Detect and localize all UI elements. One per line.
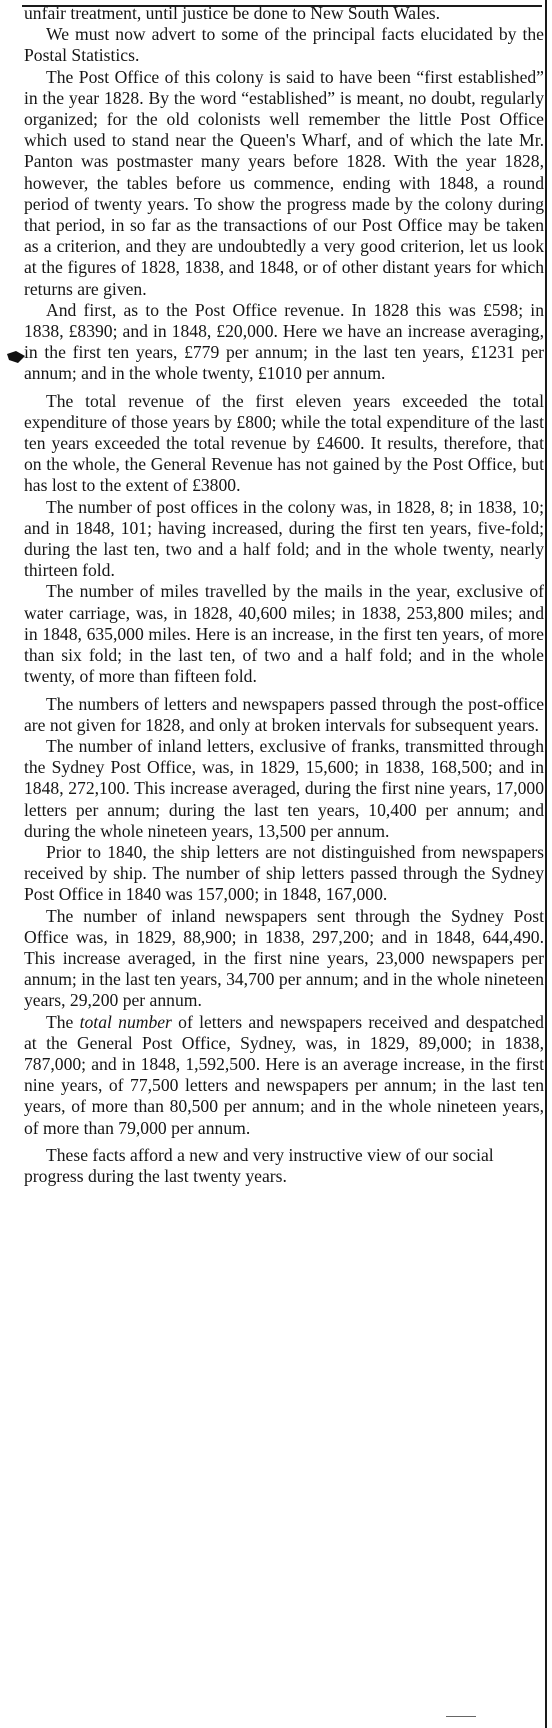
total-number-italic: total number bbox=[79, 1011, 172, 1032]
paragraph-total-number bbox=[24, 1012, 544, 1139]
paragraph-advert: We must now advert to some of the principal facts elucidated by the Postal Statistics. bbox=[24, 24, 544, 66]
paragraph-ship-letters: Prior to 1840, the ship letters are not distinguished from newspapers received by ship. The number of ship letters passed through the Sydney Post Office in 1840 was 157,000; in 1848, 167,000. bbox=[24, 841, 544, 905]
total-number-rest: of letters and newspapers received and despatched at the General Post Office, Sydney, was, in 1829, 89,000; in 1838, 787,000; and in 1848, 1,592,500. Here is an average increase, in the first nine years, of 77,500 letters and newspapers per annum; in the last ten years, of more than 80,500 per annum; and in the whole nineteen years, of more than 79,000 per annum. bbox=[24, 1011, 544, 1138]
paragraph-conclusion: These facts afford a new and very instructive view of our social progress during the last twenty years. bbox=[24, 1144, 494, 1186]
paragraph-post-offices-count: The number of post offices in the colony was, in 1828, 8; in 1838, 10; and in 1848, 101; having increased, during the first ten years, five-fold; during the last ten, two and a half fold; and in the whole twenty, nearly thirteen fold. bbox=[24, 496, 544, 581]
paragraph-inland-newspapers: The number of inland newspapers sent through the Sydney Post Office was, in 1829, 88,900; in 1838, 297,200; and in 1848, 644,490. This increase averaged, in the first nine years, 23,000 newspapers per annum; in the last ten years, 34,700 per annum; and in the whole nineteen years, 29,200 per annum. bbox=[24, 905, 544, 1011]
bottom-rule bbox=[446, 1716, 476, 1717]
paragraph-letters-newspapers: The numbers of letters and newspapers passed through the post-office are not given for 1828, and only at broken intervals for subsequent years. bbox=[24, 693, 544, 735]
paragraph-inland-letters: The number of inland letters, exclusive of franks, transmitted through the Sydney Post Office, was, in 1829, 15,600; in 1838, 168,500; and in 1848, 272,100. This increase averaged, during the first nine years, 17,000 letters per annum; during the last ten years, 10,400 per annum; and during the whole nineteen years, 13,500 per annum. bbox=[24, 735, 544, 841]
paragraph-miles-travelled: The number of miles travelled by the mails in the year, exclusive of water carriage, was, in 1828, 40,600 miles; in 1838, 253,800 miles; and in 1848, 635,000 miles. Here is an increase, in the first ten years, of more than six fold; in the last ten, of two and a half fold; and in the whole twenty, of more than fifteen fold. bbox=[24, 581, 544, 687]
paragraph-post-office-established: The Post Office of this colony is said to have been “first established” in the year 1828. By the word “established” is meant, no doubt, regularly organized; for the old colonists well remember the little Post Office which used to stand near the Queen's Wharf, and of which the late Mr. Panton was postmaster many years before 1828. With the year 1828, however, the tables before us commence, ending with 1848, a round period of twenty years. To show the progress made by the colony during that period, in so far as the transactions of our Post Office may be taken as a criterion, and they are undoubtedly a very good criterion, let us look at the figures of 1828, 1838, and 1848, or of other distant years for which returns are given. bbox=[24, 66, 544, 299]
column-divider-rule bbox=[545, 0, 547, 1728]
paragraph-revenue: And first, as to the Post Office revenue. In 1828 this was £598; in 1838, £8390; and in 1848, £20,000. Here we have an increase averaging, in the first ten years, £779 per annum; in the last ten years, £1231 per annum; and in the whole twenty, £1010 per annum. bbox=[24, 299, 544, 384]
total-number-lead: The bbox=[46, 1011, 80, 1032]
article-column bbox=[24, 3, 544, 1187]
printers-hand-mark bbox=[6, 348, 26, 364]
paragraph-expenditure: The total revenue of the first eleven years exceeded the total expenditure of those years by £800; while the total expenditure of the last ten years exceeded the total revenue by £4600. It results, therefore, that on the whole, the General Revenue has not gained by the Post Office, but has lost to the extent of £3800. bbox=[24, 390, 544, 496]
paragraph-continuation: unfair treatment, until justice be done to New South Wales. bbox=[24, 3, 441, 23]
